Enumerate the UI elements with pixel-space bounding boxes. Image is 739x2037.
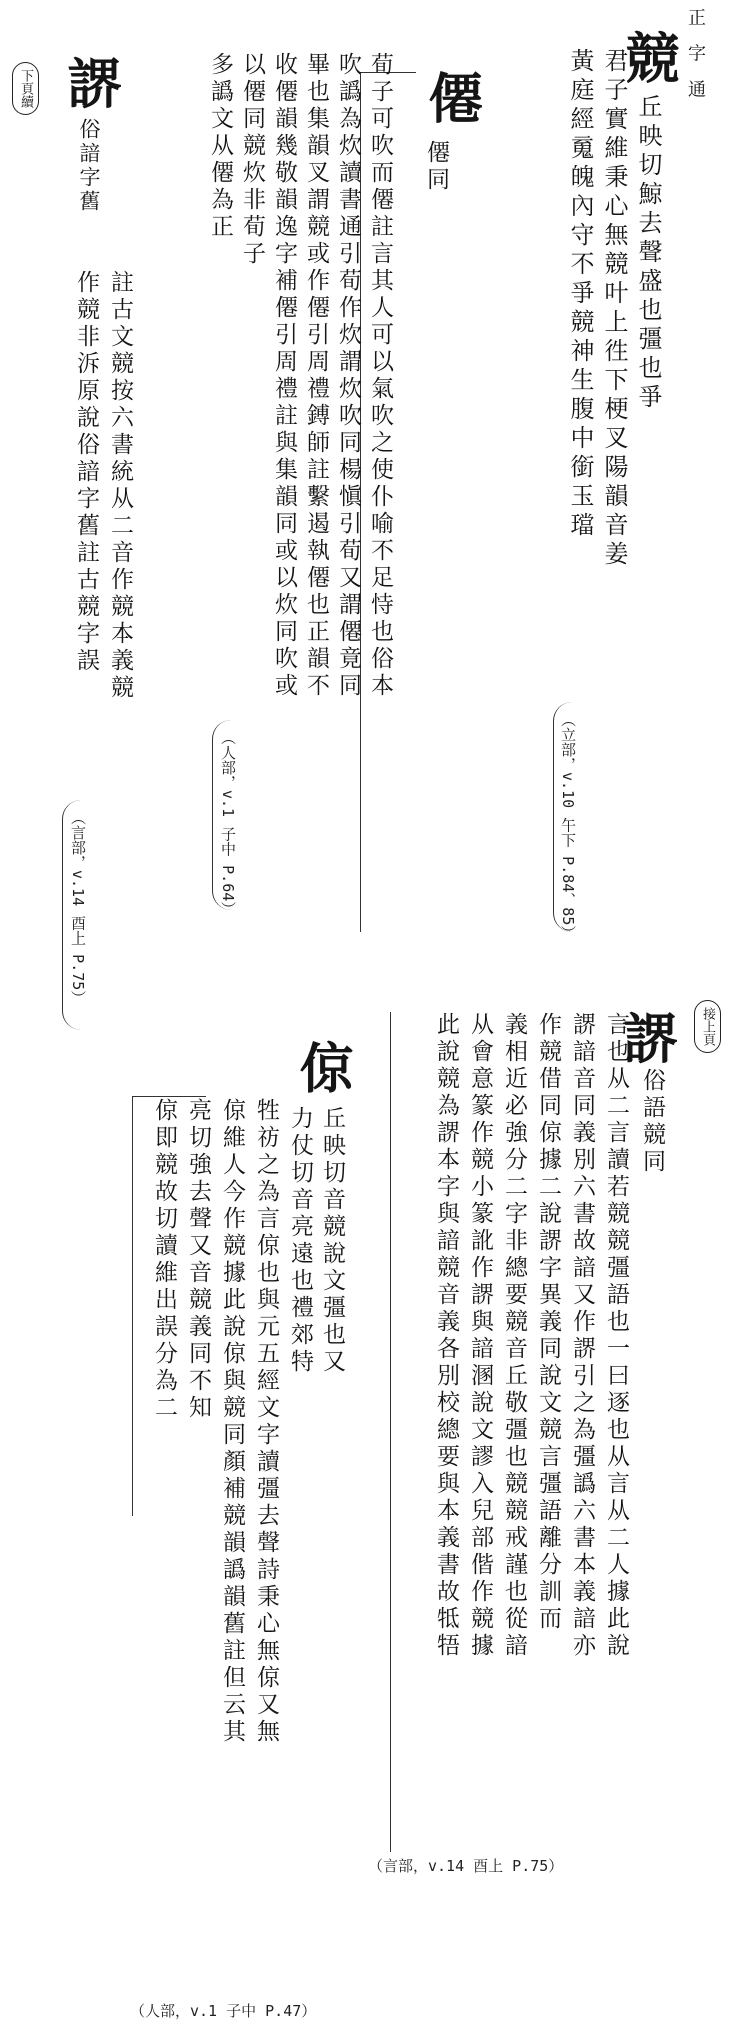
entry-head-jing: 競 xyxy=(617,30,681,84)
jing-ref: （立部，v.10 午下 P.84、85） xyxy=(559,712,577,941)
liang-col-3: 亮切強去聲又音競義同不知 xyxy=(185,1098,211,1422)
divider-line xyxy=(132,1096,206,1097)
jing-variant-col-3: 作競借同倞據二說䛺字異義同說文競言彊語離分訓而 xyxy=(535,1012,561,1633)
continued-marker: 接上頁 xyxy=(694,1000,721,1053)
liang-col-4: 倞即競故切讀維出誤分為二 xyxy=(151,1098,177,1422)
entry-head-liang: 倞 xyxy=(291,1040,355,1094)
entry-head-jing-variant: 䛺 xyxy=(615,1010,679,1064)
xian-label: 僊同 xyxy=(423,140,449,194)
jing-col-0: 丘映切鯨去聲盛也彊也爭 xyxy=(634,94,662,413)
jing-col-1: 君子實維秉心無競叶上徃下梗叉陽韻音姜 xyxy=(600,48,628,570)
jing-variant-label: 俗語競同 xyxy=(639,1068,665,1176)
jing-words-label: 俗諳字舊 xyxy=(77,118,101,214)
jing-variant-col-2: 䛺諳音同義別六書故諳又作䛺引之為彊譌六書本義諳亦 xyxy=(569,1012,595,1660)
jing-variant-col-6: 此說競為䛺本字與諳競音義各別校總要與本義書故牴牾 xyxy=(433,1012,459,1660)
divider-line xyxy=(132,1096,133,1516)
xian-col-4: 以僊同競炊非荀子 xyxy=(239,52,265,268)
xian-col-2: 畢也集韻叉謂競或作僊引周禮鎛師註繫遏執僊也正韻不 xyxy=(303,52,329,700)
jing-words-col-0: 註古文競按六書統从二音作競本義競 xyxy=(107,270,133,702)
xian-ref: （人部，v.1 子中 P.64） xyxy=(219,730,237,917)
xian-col-5: 多譌文从僊為正 xyxy=(207,52,233,241)
jing-words-col-1: 作競非泝原說俗諳字舊註古競字誤 xyxy=(73,270,99,675)
xian-col-1: 吹譌為炊讀書通引荀作炊謂炊吹同楊愼引荀又謂僊竟同 xyxy=(335,52,361,700)
entry-head-xian: 僊 xyxy=(420,70,484,124)
jing-variant-ref: （言部，v.14 酉上 P.75） xyxy=(368,1857,564,1875)
xian-col-3: 收僊韻幾敬韻逸字補僊引周禮註與集韻同或以炊同吹或 xyxy=(271,52,297,700)
book-title: 正 字 通 xyxy=(685,8,706,104)
liang-col-1: 牲祊之為言倞也與元五經文字讀彊去聲詩秉心無倞又無 xyxy=(253,1098,279,1746)
next-page-marker: 下頁續 xyxy=(12,62,39,115)
divider-line xyxy=(390,1012,391,1852)
xian-col-0: 荀子可吹而僊註言其人可以氣吹之使仆喻不足恃也俗本 xyxy=(367,52,393,700)
jing-variant-col-4: 義相近必強分二字非總要競音丘敬彊也競競戒謹也從諳 xyxy=(501,1012,527,1660)
jing-variant-col-5: 从會意篆作競小篆訛作䛺與諳溷說文謬入兒部偕作競據 xyxy=(467,1012,493,1660)
liang-col-2: 倞維人今作競據此說倞與競同顏補競韻譌韻舊註但云其 xyxy=(219,1098,245,1746)
liang-ref: （人部，v.1 子中 P.47） xyxy=(130,2002,317,2020)
jing-variant-col-1: 言也从二言讀若競競彊語也一曰逐也从言从二人據此說 xyxy=(603,1012,629,1660)
liang-col-0: 丘映切音競說文彊也又 xyxy=(319,1106,345,1376)
jing-words-ref: （言部，v.14 酉上 P.75） xyxy=(69,810,87,1006)
liang-label: 力仗切音亮遠也禮郊特 xyxy=(287,1106,313,1376)
entry-head-jing-words: 䛺 xyxy=(59,55,123,109)
jing-col-2: 黃庭經䰟魄內守不爭競神生腹中銜玉璫 xyxy=(566,48,594,541)
